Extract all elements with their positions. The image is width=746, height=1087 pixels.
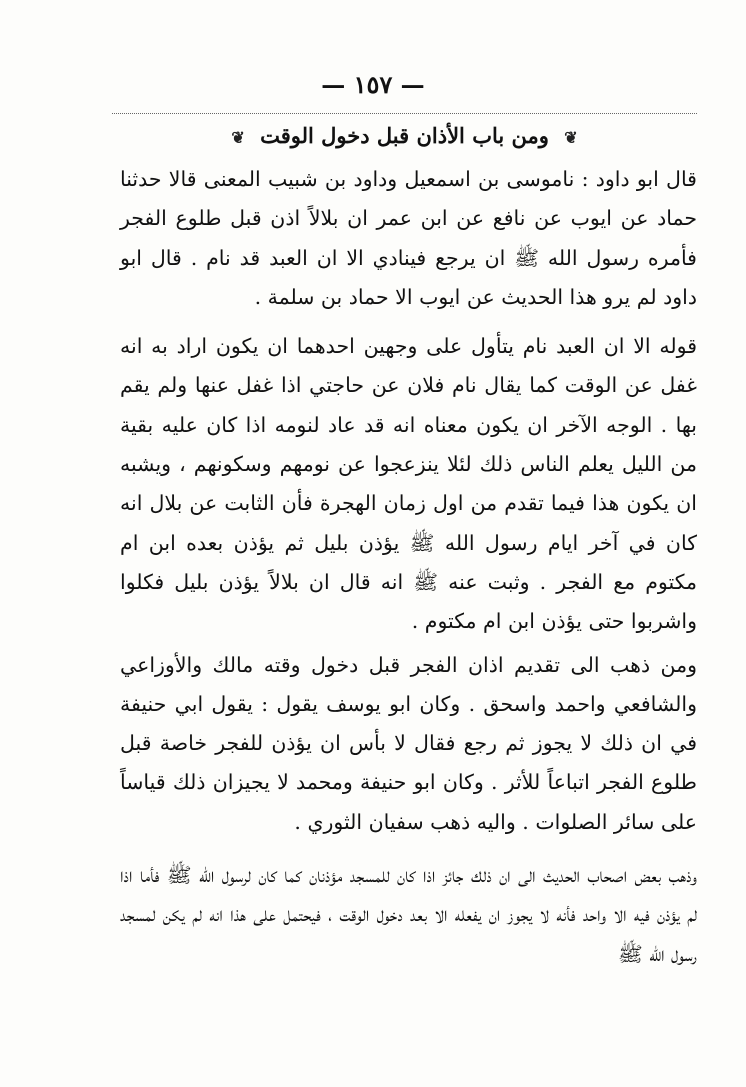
paragraph-hadith: قال ابو داود : ناموسى بن اسمعيل وداود بن شبيب المعنى قالا حدثنا حماد عن ايوب عن نافع عن ابن عمر ان بلالاً اذن قبل طلوع الفجر فأمره رسول الله ﷺ ان يرجع فينادي الا ان العبد قد نام . قال ابو داود لم يرو هذا الحديث عن ايوب الا حماد بن سلمة . — [120, 167, 697, 309]
page-body — [120, 160, 697, 974]
chapter-heading — [112, 118, 697, 156]
paragraph-scholars: ومن ذهب الى تقديم اذان الفجر قبل دخول وقته مالك والأوزاعي والشافعي واحمد واسحق . وكان ابو يوسف يقول : يقول ابي حنيفة في ان ذلك لا يجوز ثم رجع فقال لا بأس ان يؤذن للفجر خاصة قبل طلوع الفجر اتباعاً للأثر . وكان ابو حنيفة ومحمد لا يجيزان ذلك قياساً على سائر الصلوات . واليه ذهب سفيان الثوري . — [120, 652, 697, 834]
ornament-left-icon: ❦ — [231, 128, 245, 147]
ornament-right-icon: ❦ — [564, 128, 578, 147]
paragraph-commentary: قوله الا ان العبد نام يتأول على وجهين احدهما ان يكون اراد به انه غفل عن الوقت كما يقال نام فلان عن حاجتي اذا غفل عنها ولم يقم بها . الوجه الآخر ان يكون معناه انه قد عاد لنومه اذا كان عليه بقية من الليل يعلم الناس ذلك لئلا ينزعجوا عن نومهم وسكونهم ، ويشبه ان يكون هذا فيما تقدم من اول زمان الهجرة فأن الثابت عن بلال انه كان في آخر ايام رسول الله ﷺ يؤذن بليل ثم يؤذن بعده ابن ام مكتوم مع الفجر . وثبت عنه ﷺ انه قال ان بلالاً يؤذن بليل فكلوا واشربوا حتى يؤذن ابن ام مكتوم . — [120, 334, 697, 634]
paragraph-hadith-scholars: وذهب بعض اصحاب الحديث الى ان ذلك جائز اذا كان للمسجد مؤذنان كما كان لرسول الله ﷺ فأما اذا لم يؤذن فيه الا واحد فأنه لا يجوز ان يفعله الا بعد دخول الوقت ، فيحتمل على هذا انه لم يكن لمسجد رسول الله ﷺ — [120, 863, 697, 966]
page-number: — ١٥٧ — — [321, 70, 425, 99]
chapter-title: ومن باب الأذان قبل دخول الوقت — [260, 123, 549, 148]
header-rule — [112, 113, 697, 114]
